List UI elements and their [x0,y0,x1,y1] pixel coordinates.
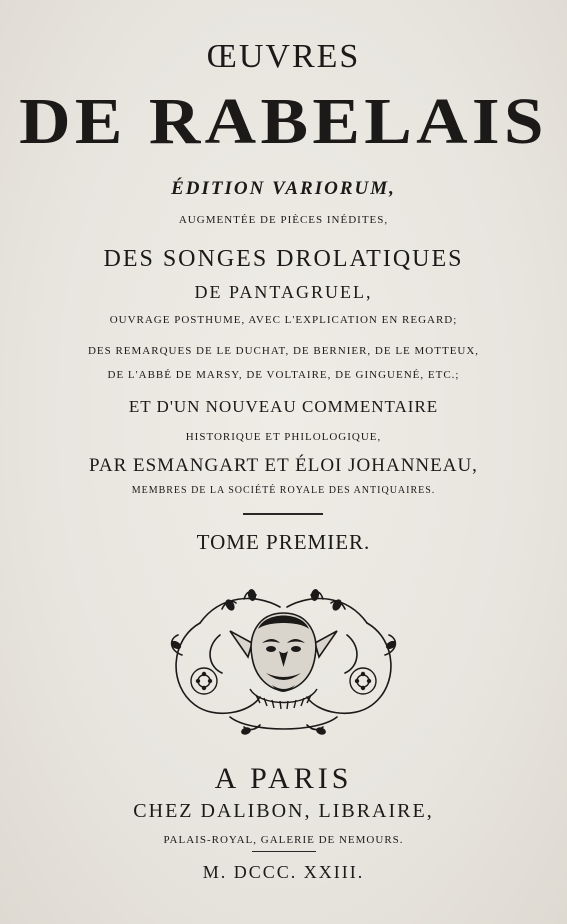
pantagruel-line: DE PANTAGRUEL, [194,282,373,302]
imprint-address: PALAIS-ROYAL, GALERIE DE NEMOURS. [163,834,404,846]
imprint-rule [252,851,316,852]
edition-line: ÉDITION VARIORUM, [171,178,396,199]
divider-rule [243,513,323,515]
songes-line: DES SONGES DROLATIQUES [103,246,464,272]
heading-author: DE RABELAIS [19,85,548,158]
imprint-publisher: CHEZ DALIBON, LIBRAIRE, [133,800,434,822]
remarques-line-2: DE L'ABBÉ DE MARSY, DE VOLTAIRE, DE GINGUENÉ, ETC.; [107,369,460,381]
heading-oeuvres: ŒUVRES [206,38,361,75]
augmentee-line: AUGMENTÉE DE PIÈCES INÉDITES, [178,214,389,226]
imprint-city: A PARIS [214,762,353,795]
commentaire-line: ET D'UN NOUVEAU COMMENTAIRE [128,397,439,416]
ouvrage-line: OUVRAGE POSTHUME, AVEC L'EXPLICATION EN REGARD; [109,314,458,326]
editors-line: PAR ESMANGART ET ÉLOI JOHANNEAU, [89,455,478,476]
historique-line: HISTORIQUE ET PHILOLOGIQUE, [185,431,382,443]
remarques-line-1: DES REMARQUES DE LE DUCHAT, DE BERNIER, DE LE MOTTEUX, [87,345,480,357]
tome-line: TOME PREMIER. [196,530,371,554]
satyr-mask-vignette-icon [160,585,407,735]
imprint-date: M. DCCC. XXIII. [202,862,365,882]
membres-line: MEMBRES DE LA SOCIÉTÉ ROYALE DES ANTIQUAIRES. [131,485,436,496]
